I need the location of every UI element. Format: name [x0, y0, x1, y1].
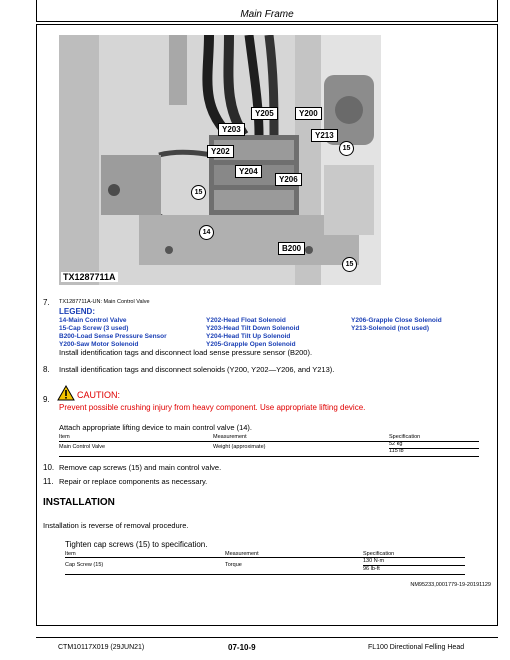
callout-y203: Y203 — [218, 123, 245, 136]
warning-triangle-icon — [57, 385, 75, 401]
document-reference-code: NM95233,0001779-19-20191129 — [410, 582, 491, 588]
step-7-number: 7. — [43, 298, 50, 307]
page-section-title: Main Frame — [240, 9, 294, 20]
callout-15-upper: 15 — [339, 141, 354, 156]
legend-item: Y204-Head Tilt Up Solenoid — [206, 333, 291, 340]
legend-item: Y203-Head Tilt Down Solenoid — [206, 325, 300, 332]
tighten-instruction: Tighten cap screws (15) to specification. — [65, 540, 208, 549]
callout-y213: Y213 — [311, 129, 338, 142]
legend-item: Y200-Saw Motor Solenoid — [59, 341, 139, 348]
installation-heading: INSTALLATION — [43, 497, 115, 508]
spec-table-item: Main Control Valve — [59, 444, 106, 450]
main-control-valve-illustration — [59, 35, 381, 285]
step-8-text: Install identification tags and disconnect solenoids (Y200, Y202—Y206, and Y213). — [59, 365, 335, 374]
torque-table-value-imperial: 96 lb-ft — [363, 566, 380, 572]
caution-title: CAUTION: — [77, 390, 121, 400]
spec-table-value-metric: 52 kg — [389, 441, 403, 447]
legend-item: 15-Cap Screw (3 used) — [59, 325, 129, 332]
step-9-number: 9. — [43, 395, 50, 404]
figure-caption: TX1287711A-UN: Main Control Valve — [59, 299, 150, 305]
footer-rule — [36, 637, 498, 638]
legend-item: Y213-Solenoid (not used) — [351, 325, 430, 332]
torque-table-value-metric: 130 N·m — [363, 558, 385, 564]
installation-intro: Installation is reverse of removal procedure. — [43, 521, 189, 530]
torque-table-header-specification: Specification — [363, 551, 395, 557]
footer-product-name: FL100 Directional Felling Head — [368, 644, 465, 651]
content-frame — [36, 24, 498, 626]
step-11-number: 11. — [43, 477, 54, 486]
callout-y206: Y206 — [275, 173, 302, 186]
callout-14: 14 — [199, 225, 214, 240]
header-band — [36, 0, 498, 22]
step-9-text: Attach appropriate lifting device to main control valve (14). — [59, 423, 253, 432]
step-10-number: 10. — [43, 463, 55, 472]
spec-table-value-imperial: 115 lb — [389, 448, 404, 454]
callout-15-lower: 15 — [342, 257, 357, 272]
callout-b200: B200 — [278, 242, 305, 255]
torque-table-rule — [65, 574, 465, 575]
callout-y204: Y204 — [235, 165, 262, 178]
callout-y200: Y200 — [295, 107, 322, 120]
spec-table-rule — [59, 441, 479, 442]
torque-table-rule — [65, 557, 465, 558]
legend-item: Y205-Grapple Open Solenoid — [206, 341, 296, 348]
step-8-number: 8. — [43, 365, 50, 374]
footer-manual-id: CTM10117X019 (29JUN21) — [58, 644, 145, 651]
torque-table-header-measurement: Measurement — [225, 551, 259, 557]
callout-y202: Y202 — [207, 145, 234, 158]
torque-table-header-item: Item — [65, 551, 76, 557]
caution-text: Prevent possible crushing injury from heavy component. Use appropriate lifting device. — [59, 403, 366, 412]
step-7-text: Install identification tags and disconnect load sense pressure sensor (B200). — [59, 348, 313, 357]
legend-item: 14-Main Control Valve — [59, 317, 127, 324]
callout-15-left: 15 — [191, 185, 206, 200]
valve-drawing — [59, 35, 381, 285]
spec-table-header-item: Item — [59, 434, 70, 440]
torque-table-measurement: Torque — [225, 562, 242, 568]
step-11-text: Repair or replace components as necessary. — [59, 477, 208, 486]
spec-table-header-specification: Specification — [389, 434, 421, 440]
legend-title: LEGEND: — [59, 307, 95, 316]
callout-y205: Y205 — [251, 107, 278, 120]
spec-table-header-measurement: Measurement — [213, 434, 247, 440]
legend-item: Y202-Head Float Solenoid — [206, 317, 286, 324]
spec-table-measurement: Weight (approximate) — [213, 444, 266, 450]
legend-item: Y206-Grapple Close Solenoid — [351, 317, 442, 324]
torque-table-item: Cap Screw (15) — [65, 562, 104, 568]
spec-table-rule — [59, 456, 479, 457]
footer-page-number: 07-10-9 — [228, 643, 256, 652]
step-10-text: Remove cap screws (15) and main control valve. — [59, 463, 222, 472]
legend-item: B200-Load Sense Pressure Sensor — [59, 333, 167, 340]
figure-id-label: TX1287711A — [63, 272, 116, 282]
